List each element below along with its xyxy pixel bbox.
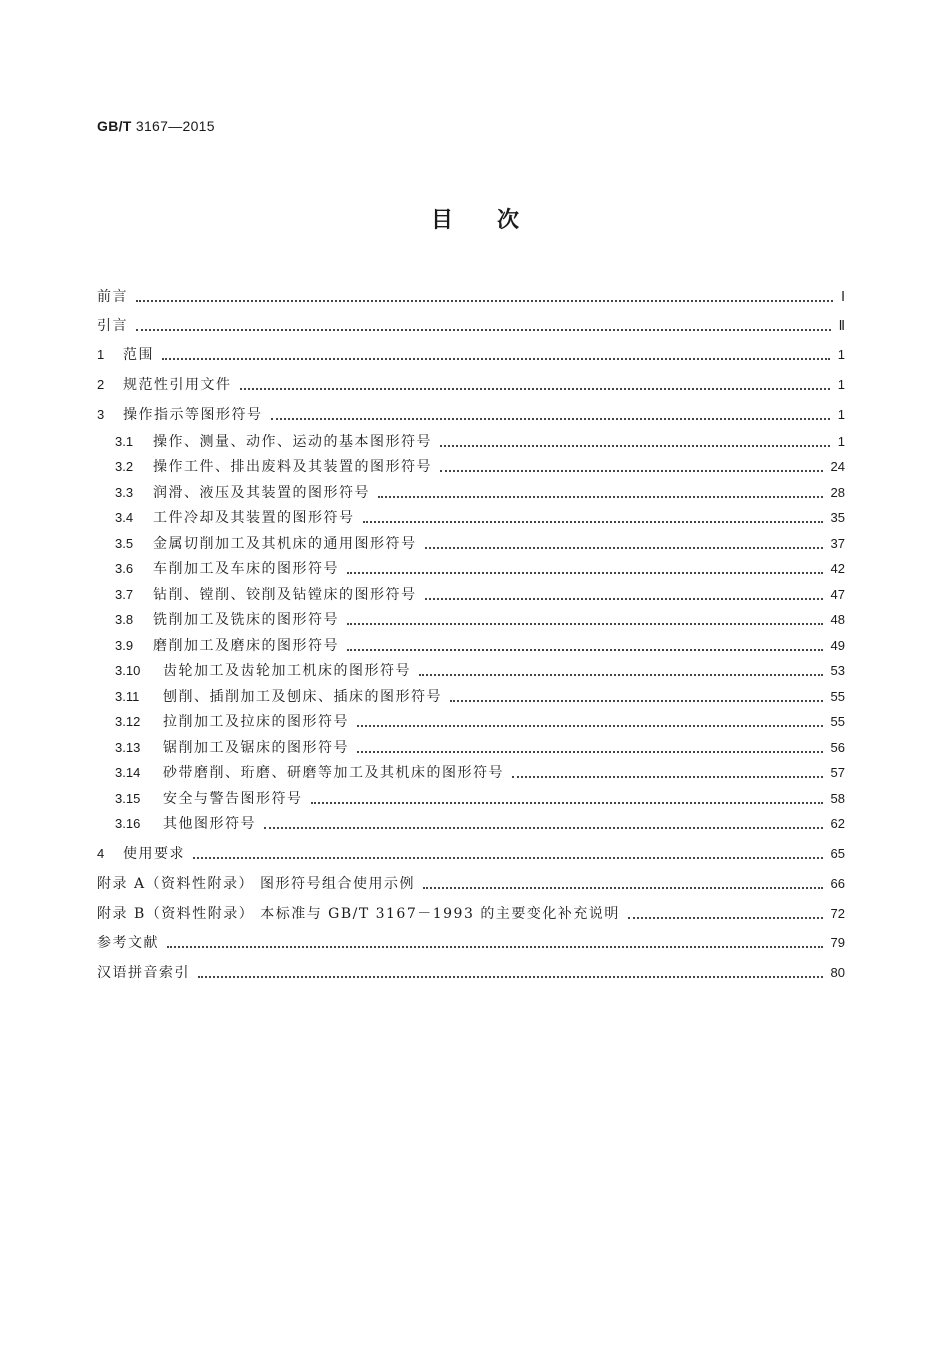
standard-prefix: GB/T bbox=[97, 118, 132, 134]
toc-dot-leader bbox=[136, 300, 833, 302]
toc-entry[interactable] bbox=[97, 552, 845, 578]
toc-dot-leader bbox=[440, 445, 830, 447]
toc-entry-page: 1 bbox=[837, 377, 845, 392]
toc-entry-page: 1 bbox=[837, 347, 845, 362]
toc-entry-label: 参考文献 bbox=[97, 935, 159, 951]
toc-entry-number: 3.2 bbox=[115, 459, 134, 474]
toc-entry[interactable] bbox=[97, 425, 845, 451]
toc-entry-label: 金属切削加工及其机床的通用图形符号 bbox=[153, 536, 417, 552]
toc-dot-leader bbox=[240, 388, 830, 390]
toc-entry-page: 49 bbox=[830, 638, 845, 653]
toc-dot-leader bbox=[271, 418, 830, 420]
toc-dot-leader bbox=[347, 623, 823, 625]
toc-entry-page: 65 bbox=[830, 846, 845, 861]
toc-entry-label: 钻削、镗削、铰削及钻镗床的图形符号 bbox=[153, 587, 417, 603]
toc-entry-label: 砂带磨削、珩磨、研磨等加工及其机床的图形符号 bbox=[163, 765, 504, 781]
toc-entry-label: 刨削、插削加工及刨床、插床的图形符号 bbox=[163, 689, 442, 705]
toc-dot-leader bbox=[425, 547, 823, 549]
standard-number: 3167—2015 bbox=[135, 118, 215, 134]
toc-entry-label: 润滑、液压及其装置的图形符号 bbox=[153, 485, 370, 501]
toc-entry-page: 66 bbox=[830, 876, 845, 891]
toc-entry-number: 3.4 bbox=[115, 510, 134, 525]
toc-entry[interactable] bbox=[97, 837, 845, 863]
toc-entry[interactable] bbox=[97, 897, 845, 923]
standard-code bbox=[97, 118, 215, 134]
toc-dot-leader bbox=[264, 827, 823, 829]
toc-dot-leader bbox=[628, 917, 823, 919]
toc-entry-number: 3.9 bbox=[115, 638, 134, 653]
toc-entry[interactable] bbox=[97, 756, 845, 782]
toc-entry-number: 3.11 bbox=[115, 689, 140, 704]
toc-entry-number: 3.5 bbox=[115, 536, 134, 551]
toc-entry-page: 72 bbox=[830, 906, 845, 921]
toc-entry-number: 2 bbox=[97, 377, 105, 392]
toc-entry-label: 车削加工及车床的图形符号 bbox=[153, 561, 339, 577]
toc-dot-leader bbox=[193, 857, 823, 859]
toc-entry-page: 53 bbox=[830, 663, 845, 678]
toc-entry[interactable] bbox=[97, 705, 845, 731]
toc-dot-leader bbox=[357, 725, 823, 727]
toc-entry-number: 1 bbox=[97, 347, 105, 362]
toc-dot-leader bbox=[378, 496, 823, 498]
toc-entry-page: 42 bbox=[830, 561, 845, 576]
toc-entry[interactable] bbox=[97, 926, 845, 952]
toc-entry-number: 3 bbox=[97, 407, 105, 422]
toc-entry[interactable] bbox=[97, 527, 845, 553]
toc-entry-page: 24 bbox=[830, 459, 845, 474]
toc-entry-page: 1 bbox=[837, 434, 845, 449]
toc-entry-page: 48 bbox=[830, 612, 845, 627]
toc-entry[interactable] bbox=[97, 956, 845, 982]
toc-entry-page: 58 bbox=[830, 791, 845, 806]
toc-entry[interactable] bbox=[97, 309, 845, 335]
toc-entry-page: Ⅰ bbox=[841, 289, 845, 304]
toc-entry-label: 汉语拼音索引 bbox=[97, 965, 190, 981]
toc-entry-page: 56 bbox=[830, 740, 845, 755]
toc-entry-number: 3.15 bbox=[115, 791, 141, 806]
toc-entry[interactable] bbox=[97, 807, 845, 833]
toc-entry-label: 安全与警告图形符号 bbox=[163, 791, 303, 807]
toc-entry[interactable] bbox=[97, 501, 845, 527]
toc-entry-label: 附录 B（资料性附录） 本标准与 GB/T 3167－1993 的主要变化补充说明 bbox=[97, 906, 620, 922]
toc-entry-label: 操作指示等图形符号 bbox=[123, 407, 263, 423]
toc-entry-number: 3.8 bbox=[115, 612, 134, 627]
toc-entry-page: 80 bbox=[830, 965, 845, 980]
toc-entry-page: 62 bbox=[830, 816, 845, 831]
toc-entry-number: 3.14 bbox=[115, 765, 141, 780]
toc-dot-leader bbox=[136, 329, 831, 331]
toc-dot-leader bbox=[425, 598, 823, 600]
toc-dot-leader bbox=[440, 470, 823, 472]
toc-dot-leader bbox=[198, 976, 823, 978]
toc-entry[interactable] bbox=[97, 450, 845, 476]
toc-dot-leader bbox=[450, 700, 823, 702]
toc-entry-label: 规范性引用文件 bbox=[123, 377, 232, 393]
toc-entry[interactable] bbox=[97, 476, 845, 502]
toc-dot-leader bbox=[419, 674, 823, 676]
toc-entry-page: 37 bbox=[830, 536, 845, 551]
toc-entry-label: 范围 bbox=[123, 347, 154, 363]
toc-entry-label: 附录 A（资料性附录） 图形符号组合使用示例 bbox=[97, 876, 416, 892]
toc-entry-label: 工件冷却及其装置的图形符号 bbox=[153, 510, 355, 526]
toc-entry-label: 铣削加工及铣床的图形符号 bbox=[153, 612, 339, 628]
toc-entry-number: 3.6 bbox=[115, 561, 134, 576]
toc-entry-page: Ⅱ bbox=[838, 318, 845, 333]
toc-entry[interactable] bbox=[97, 338, 845, 364]
page-title: 目次 bbox=[430, 208, 563, 233]
toc-entry-label: 拉削加工及拉床的图形符号 bbox=[163, 714, 349, 730]
toc-entry-page: 55 bbox=[830, 714, 845, 729]
toc-entry-number: 3.7 bbox=[115, 587, 134, 602]
toc-dot-leader bbox=[423, 887, 823, 889]
toc-entry[interactable] bbox=[97, 368, 845, 394]
toc-entry[interactable] bbox=[97, 867, 845, 893]
toc-entry[interactable] bbox=[97, 398, 845, 424]
toc-dot-leader bbox=[347, 649, 823, 651]
toc-dot-leader bbox=[311, 802, 823, 804]
toc-entry-label: 操作、测量、动作、运动的基本图形符号 bbox=[153, 434, 432, 450]
toc-dot-leader bbox=[162, 358, 830, 360]
toc-entry-label: 其他图形符号 bbox=[163, 816, 256, 832]
toc-entry[interactable] bbox=[97, 654, 845, 680]
toc-entry-label: 操作工件、排出废料及其装置的图形符号 bbox=[153, 459, 432, 475]
toc-entry-number: 4 bbox=[97, 846, 105, 861]
toc-entry-label: 前言 bbox=[97, 289, 128, 305]
toc-entry-page: 28 bbox=[830, 485, 845, 500]
toc-dot-leader bbox=[167, 946, 823, 948]
toc-entry[interactable] bbox=[97, 782, 845, 808]
toc-dot-leader bbox=[357, 751, 823, 753]
toc-entry-page: 47 bbox=[830, 587, 845, 602]
toc-entry[interactable] bbox=[97, 731, 845, 757]
toc-entry-number: 3.16 bbox=[115, 816, 141, 831]
toc-dot-leader bbox=[363, 521, 823, 523]
toc-entry-page: 55 bbox=[830, 689, 845, 704]
toc-entry-page: 57 bbox=[830, 765, 845, 780]
toc-entry[interactable] bbox=[97, 680, 845, 706]
toc-entry-label: 锯削加工及锯床的图形符号 bbox=[163, 740, 349, 756]
toc-entry[interactable] bbox=[97, 578, 845, 604]
toc-entry[interactable] bbox=[97, 280, 845, 306]
toc-entry-number: 3.10 bbox=[115, 663, 141, 678]
toc-entry-page: 79 bbox=[830, 935, 845, 950]
toc-entry-page: 1 bbox=[837, 407, 845, 422]
toc-dot-leader bbox=[347, 572, 823, 574]
toc-entry-number: 3.1 bbox=[115, 434, 134, 449]
toc-entry[interactable] bbox=[97, 603, 845, 629]
toc-entry-label: 齿轮加工及齿轮加工机床的图形符号 bbox=[163, 663, 411, 679]
toc-dot-leader bbox=[512, 776, 823, 778]
toc-entry-page: 35 bbox=[830, 510, 845, 525]
toc-entry-number: 3.12 bbox=[115, 714, 141, 729]
toc-entry-label: 磨削加工及磨床的图形符号 bbox=[153, 638, 339, 654]
toc-entry-number: 3.13 bbox=[115, 740, 141, 755]
toc-entry[interactable] bbox=[97, 629, 845, 655]
toc-entry-label: 引言 bbox=[97, 318, 128, 334]
toc-entry-label: 使用要求 bbox=[123, 846, 185, 862]
toc-entry-number: 3.3 bbox=[115, 485, 134, 500]
